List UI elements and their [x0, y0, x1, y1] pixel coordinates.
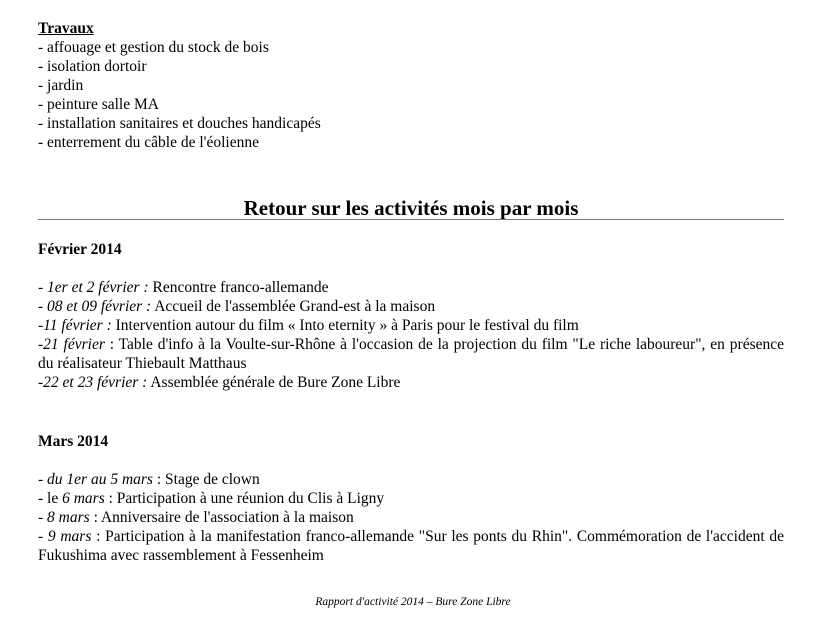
- activity-entry: - 9 mars : Participation à la manifestation franco-allemande "Sur les ponts du Rhin". Commémoration de l'accident de Fukushima avec rassemblement à Fessenheim: [38, 528, 785, 564]
- travaux-item: - installation sanitaires et douches handicapés: [38, 115, 321, 132]
- activity-entry: - 8 mars : Anniversaire de l'association à la maison: [38, 509, 354, 526]
- activity-date: 11 février :: [43, 317, 112, 334]
- activity-text: : Anniversaire de l'association à la maison: [89, 509, 354, 526]
- activity-text: Assemblée générale de Bure Zone Libre: [147, 374, 401, 391]
- month-march: [38, 432, 784, 565]
- activity-entry: -11 février : Intervention autour du film « Into eternity » à Paris pour le festival du film: [38, 317, 579, 334]
- travaux-item: - peinture salle MA: [38, 96, 159, 113]
- activity-date: 1er et 2 février :: [47, 279, 149, 296]
- activity-date: 21 février: [43, 336, 105, 353]
- activity-entry: - du 1er au 5 mars : Stage de clown: [38, 471, 260, 488]
- activity-date: du 1er au 5 mars: [47, 471, 153, 488]
- activity-date: -22 et 23 février :: [38, 374, 148, 391]
- activity-date: 6 mars: [62, 490, 105, 507]
- activity-entry: [38, 373, 784, 392]
- travaux-section: [38, 19, 788, 152]
- activity-text: : Table d'info à la Voulte-sur-Rhône à l'occasion de la projection du film "Le riche laboureur", en présence du réalisateur Thiebault Matthaus: [38, 336, 784, 372]
- activity-text: Accueil de l'assemblée Grand-est à la maison: [151, 298, 436, 315]
- activity-entry: - le 6 mars : Participation à une réunion du Clis à Ligny: [38, 490, 385, 507]
- activity-text: : Stage de clown: [152, 471, 260, 488]
- page-footer: Rapport d'activité 2014 – Bure Zone Libre: [315, 596, 511, 608]
- travaux-item: - enterrement du câble de l'éolienne: [38, 134, 259, 151]
- activity-date: 9 mars: [47, 528, 92, 545]
- month-title: Février 2014: [38, 241, 122, 258]
- travaux-item: - isolation dortoir: [38, 58, 147, 75]
- activity-text: : Participation à la manifestation franco-allemande "Sur les ponts du Rhin". Commémoration de l'accident de Fukushima avec rassemblement à Fessenheim: [38, 528, 785, 564]
- month-title: Mars 2014: [38, 433, 109, 450]
- activity-text: Intervention autour du film « Into eternity » à Paris pour le festival du film: [111, 317, 579, 334]
- travaux-heading: Travaux: [38, 20, 94, 37]
- activity-text: : Participation à une réunion du Clis à Ligny: [104, 490, 385, 507]
- section-title: Retour sur les activités mois par mois: [243, 196, 579, 220]
- activity-text: Rencontre franco-allemande: [148, 279, 329, 296]
- month-february: [38, 240, 784, 392]
- activity-entry: -21 février : Table d'info à la Voulte-sur-Rhône à l'occasion de la projection du film "Le riche laboureur", en présence du réalisateur Thiebault Matthaus: [38, 336, 784, 372]
- section-divider: [38, 219, 784, 220]
- activity-date: 08 et 09 février :: [47, 298, 152, 315]
- activity-entry: - 08 et 09 février : Accueil de l'assemblée Grand-est à la maison: [38, 298, 436, 315]
- activity-date: 8 mars: [47, 509, 90, 526]
- travaux-item: - jardin: [38, 77, 84, 94]
- activity-entry: - 1er et 2 février : Rencontre franco-allemande: [38, 279, 329, 296]
- travaux-item: - affouage et gestion du stock de bois: [38, 39, 269, 56]
